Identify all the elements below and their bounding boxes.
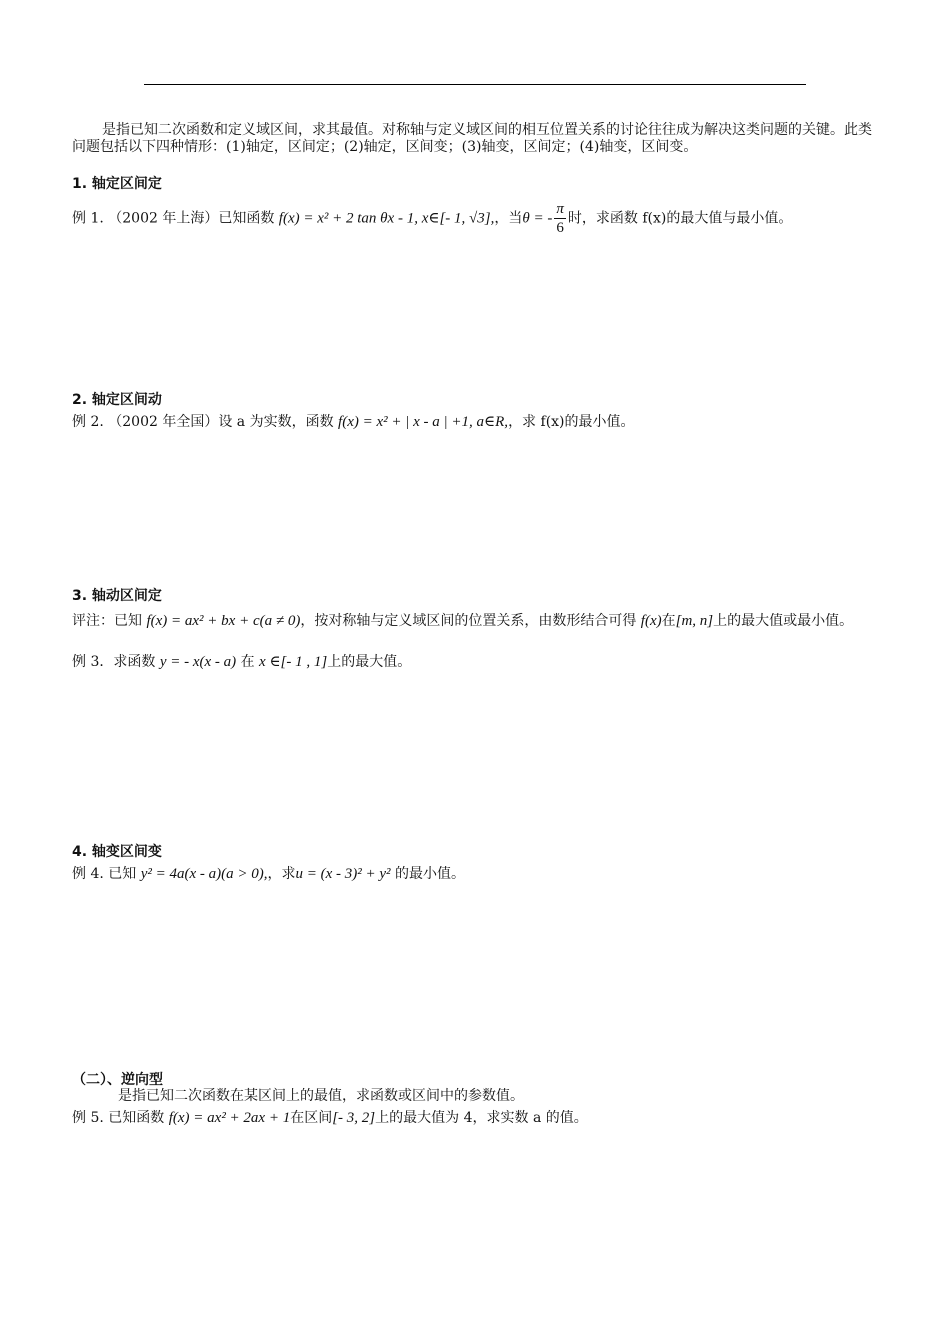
note-mid: ，按对称轴与定义域区间的位置关系，由数形结合可得 xyxy=(300,613,637,629)
example-5-formula: f(x) = ax² + 2ax + 1 xyxy=(168,1110,291,1126)
section-2-heading: 2. 轴定区间动 xyxy=(72,392,162,408)
section-3-heading: 3. 轴动区间定 xyxy=(72,588,162,604)
fraction-denominator: 6 xyxy=(556,220,564,236)
note-mid-2: 在 xyxy=(661,613,676,629)
note-formula-2: f(x) xyxy=(640,613,662,629)
example-3-formula-2: x ∈[- 1 , 1] xyxy=(259,654,328,670)
example-3-suffix: 上的最大值。 xyxy=(327,654,412,670)
example-3-formula: y = - x(x - a) xyxy=(159,654,237,670)
example-1-formula: f(x) = x² + 2 tan θx - 1, x∈[- 1, √3], xyxy=(278,210,495,227)
section-5-description: 是指已知二次函数在某区间上的最值，求函数或区间中的参数值。 xyxy=(118,1088,524,1104)
example-5-interval: [- 3, 2] xyxy=(332,1110,376,1126)
example-1-suffix: 时，求函数 f(x)的最大值与最小值。 xyxy=(567,210,793,227)
fraction-numerator: π xyxy=(556,201,564,217)
example-2-prefix: 例 2. （2002 年全国）设 a 为实数，函数 xyxy=(72,414,334,430)
example-1-mid: ，当 xyxy=(494,210,523,227)
example-2-suffix: ，求 f(x)的最小值。 xyxy=(508,414,635,430)
note-suffix: 上的最大值或最小值。 xyxy=(713,613,854,629)
pi-over-6-fraction xyxy=(554,200,566,237)
note-formula: f(x) = ax² + bx + c(a ≠ 0) xyxy=(146,613,301,629)
section-5-heading: （二）、逆向型 xyxy=(72,1072,163,1088)
header-rule xyxy=(144,84,806,85)
example-4 xyxy=(72,866,872,883)
example-4-prefix: 例 4. 已知 xyxy=(72,866,137,882)
example-4-mid: ，求 xyxy=(267,866,296,882)
example-2 xyxy=(72,414,872,431)
example-1-prefix: 例 1. （2002 年上海）已知函数 xyxy=(72,210,275,227)
section-3-note xyxy=(72,610,872,632)
example-3 xyxy=(72,654,872,671)
example-1-theta: θ = - xyxy=(522,210,553,227)
example-5-prefix: 例 5. 已知函数 xyxy=(72,1110,165,1126)
example-3-prefix: 例 3．求函数 xyxy=(72,654,156,670)
example-2-formula: f(x) = x² + | x - a | +1, a∈R, xyxy=(338,414,509,430)
example-1 xyxy=(72,200,872,237)
example-4-formula: y² = 4a(x - a)(a > 0), xyxy=(140,866,268,882)
note-prefix: 评注：已知 xyxy=(72,613,142,629)
example-5 xyxy=(72,1110,872,1127)
example-3-mid: 在 xyxy=(240,654,255,670)
note-interval: [m, n] xyxy=(675,613,714,629)
example-5-suffix: 上的最大值为 4，求实数 a 的值。 xyxy=(375,1110,588,1126)
section-4-heading: 4. 轴变区间变 xyxy=(72,844,162,860)
example-4-formula-2: u = (x - 3)² + y² xyxy=(295,866,391,882)
example-4-suffix: 的最小值。 xyxy=(395,866,466,882)
intro-paragraph: 是指已知二次函数和定义域区间，求其最值。对称轴与定义域区间的相互位置关系的讨论往往成为解决这类问题的关键。此类问题包括以下四种情形：(1)轴定，区间定；(2)轴定，区间变；(3)轴变，区间定；(4)轴变，区间变。 xyxy=(72,122,872,155)
section-1-heading: 1. 轴定区间定 xyxy=(72,176,162,192)
example-5-mid: 在区间 xyxy=(290,1110,333,1126)
